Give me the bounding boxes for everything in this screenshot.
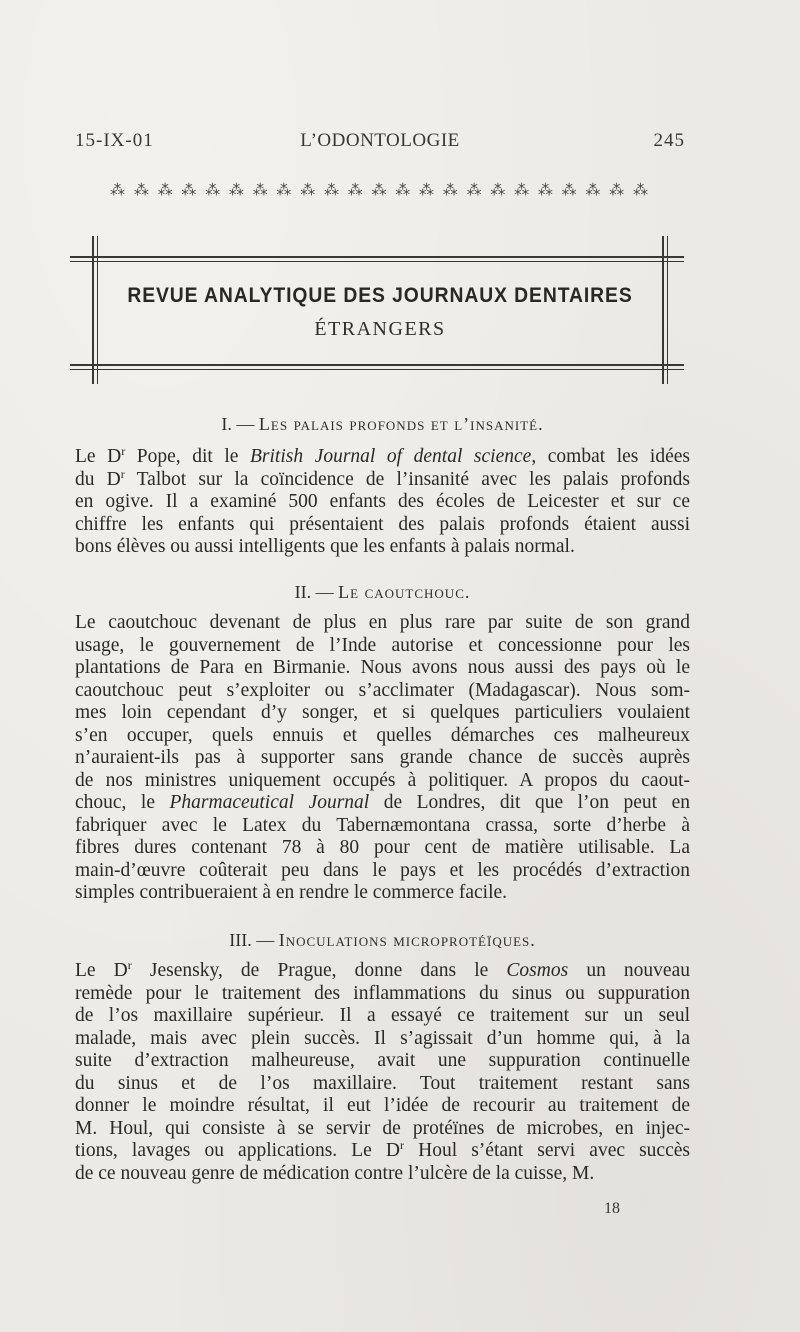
heading-frame-right [662, 236, 664, 384]
section-paragraph-2 [75, 612, 690, 905]
text-line: de nos ministres uniquement occupés à politiquer. A propos du caout- [75, 769, 690, 791]
text-line: chouc, le Pharmaceutical Journal de Londres, dit que l’on peut en [75, 792, 690, 813]
text-line: n’auraient-ils pas à supporter sans grande chance de succès auprès [75, 747, 690, 768]
running-head [75, 130, 685, 160]
section-number: II. — [294, 582, 334, 602]
text-line: fibres dures contenant 78 à 80 pour cent de matière utilisable. La [75, 837, 690, 858]
ornamental-band: ⁂ ⁂ ⁂ ⁂ ⁂ ⁂ ⁂ ⁂ ⁂ ⁂ ⁂ ⁂ ⁂ ⁂ ⁂ ⁂ ⁂ ⁂ ⁂ ⁂ ⁂ ⁂ ⁂ [110, 181, 650, 199]
text-line: du $D^r$ Talbot sur la coïncidence de l’insanité avec les palais profonds [75, 468, 690, 490]
text-line: en ogive. Il a examiné 500 enfants des écoles de Leicester et sur ce [75, 491, 690, 512]
text-line: Le $D^r$ Pope, dit le British Journal of dental science, combat les idées [75, 446, 690, 467]
issue-date: 15-IX-01 [75, 130, 154, 151]
section-heading-text: Inoculations microprotéïques. [278, 930, 536, 950]
text-line: s’en occuper, quels ennuis et quelles démarches ces malheureux [75, 724, 690, 746]
text-line: donner le moindre résultat, il eut l’idée de recourir au traitement de [75, 1095, 690, 1116]
text-line: tions, lavages ou applications. Le $D^r$ Houl s’étant servi avec succès [75, 1140, 690, 1161]
section-number: III. — [229, 930, 275, 950]
section-title-1 [75, 414, 690, 435]
text-line: malade, mais avec plein succès. Il s’agissait d’un homme qui, à la [75, 1027, 690, 1049]
heading-rule-top [70, 256, 684, 262]
heading-frame-left-inner [97, 236, 98, 384]
signature-mark: 18 [604, 1200, 620, 1217]
text-line: simples contribueraient à en rendre le commerce facile. [75, 882, 508, 903]
heading-rule-bottom [70, 364, 684, 370]
heading-frame-right-inner [667, 236, 668, 384]
page-number: 245 [653, 130, 685, 151]
text-line: main-d’œuvre coûterait peu dans le pays et les procédés d’extraction [75, 859, 690, 881]
section-title-2 [75, 582, 690, 603]
text-line: remède pour le traitement des inflammations du sinus ou suppuration [75, 982, 690, 1004]
heading-frame-left [92, 236, 94, 384]
text-line: bons élèves ou aussi intelligents que les enfants à palais normal. [75, 536, 575, 557]
section-paragraph-3 [75, 960, 690, 1185]
section-paragraph-1 [75, 446, 690, 559]
text-line: chiffre les enfants qui présentaient des palais profonds étaient aussi [75, 513, 690, 535]
section-heading-text: Le caoutchouc. [338, 582, 471, 602]
text-line: du sinus et de l’os maxillaire. Tout traitement restant sans [75, 1072, 690, 1094]
text-line: plantations de Para en Birmanie. Nous avons nous aussi des pays où le [75, 657, 690, 678]
text-line: Le $D^r$ Jesensky, de Prague, donne dans le Cosmos un nouveau [75, 960, 690, 981]
text-line: de ce nouveau genre de médication contre l’ulcère de la cuisse, M. [75, 1162, 595, 1184]
text-line: mes loin cependant d’y songer, et si quelques particuliers voulaient [75, 702, 690, 723]
text-line: usage, le gouvernement de l’Inde autorise et concessionne pour les [75, 634, 690, 656]
text-line: de l’os maxillaire supérieur. Il a essayé ce traitement sur un seul [75, 1005, 690, 1026]
heading-subtitle: ÉTRANGERS [314, 318, 446, 340]
text-line: M. Houl, qui consiste à se servir de protéïnes de microbes, en injec- [75, 1117, 690, 1139]
text-line: caoutchouc peut s’exploiter ou s’acclimater (Madagascar). Nous som- [75, 679, 690, 701]
text-line: Le caoutchouc devenant de plus en plus rare par suite de son grand [75, 612, 690, 633]
section-heading-box [70, 236, 684, 384]
text-line: suite d’extraction malheureuse, avait une suppuration continuelle [75, 1050, 690, 1071]
section-number: I. — [221, 414, 255, 434]
section-heading-text: Les palais profonds et l’insanité. [258, 414, 544, 434]
section-title-3 [75, 930, 690, 951]
text-line: fabriquer avec le Latex du Tabernæmontana crassa, sorte d’herbe à [75, 814, 690, 836]
journal-title: L’ODONTOLOGIE [300, 130, 460, 151]
heading-title: REVUE ANALYTIQUE DES JOURNAUX DENTAIRES [127, 284, 633, 307]
